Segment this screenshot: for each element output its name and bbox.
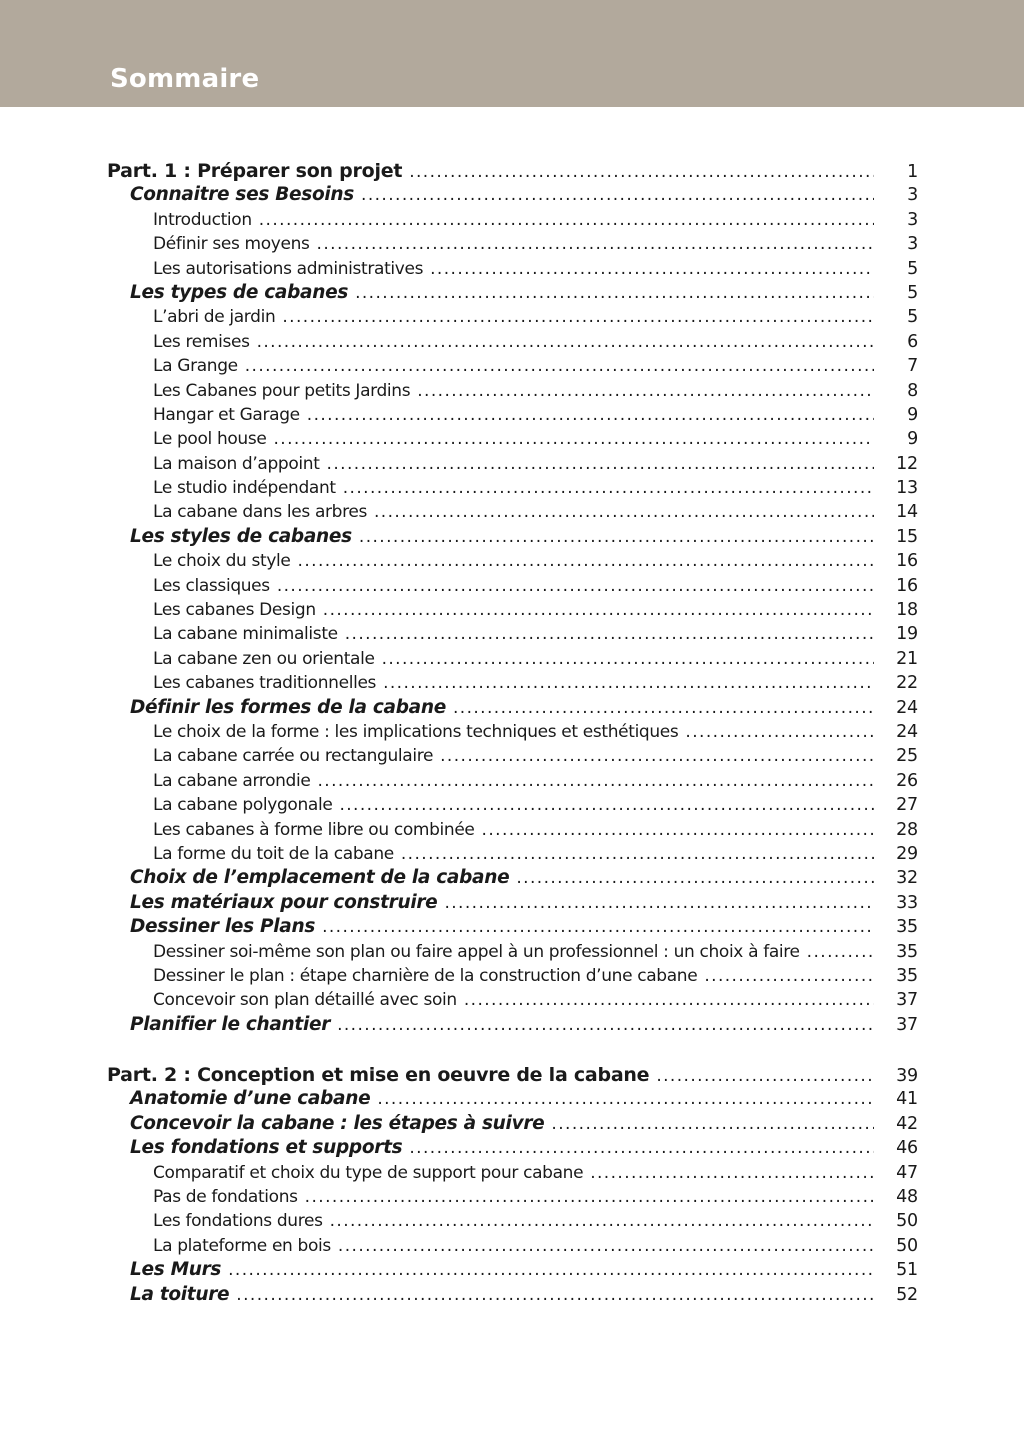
toc-page-number: 22 [896, 673, 918, 694]
toc-page-number: 3 [907, 234, 918, 255]
toc-entry-label: Les fondations dures [153, 1211, 323, 1232]
toc-entry[interactable] [107, 281, 918, 305]
toc-dot-leader [345, 622, 874, 646]
toc-entry-label: Les Cabanes pour petits Jardins [153, 380, 411, 401]
toc-page-number: 6 [907, 331, 918, 352]
toc-entry[interactable] [107, 964, 918, 988]
toc-entry-label: Comparatif et choix du type de support pour cabane [153, 1162, 584, 1183]
toc-entry-label: Dessiner les Plans [130, 916, 316, 938]
toc-page-number: 16 [896, 551, 918, 572]
toc-entry-label: Les cabanes Design [153, 600, 316, 621]
toc-dot-leader [374, 500, 874, 524]
toc-entry-label: Le choix du style [153, 551, 291, 572]
toc-page-number: 7 [907, 356, 918, 377]
toc-entry[interactable] [107, 1013, 918, 1037]
toc-page-number: 32 [896, 868, 918, 889]
toc-dot-leader [236, 1283, 874, 1307]
toc-dot-leader [317, 232, 874, 256]
toc-dot-leader [327, 452, 874, 476]
toc-entry[interactable] [107, 1185, 918, 1209]
toc-page-number: 24 [896, 697, 918, 718]
toc-entry-label: Les matériaux pour construire [130, 891, 438, 913]
toc-page-number: 21 [896, 648, 918, 669]
toc-dot-leader [277, 574, 874, 598]
toc-page-number: 9 [907, 404, 918, 425]
toc-entry-label: Définir ses moyens [153, 234, 310, 255]
toc-dot-leader [440, 744, 874, 768]
toc-page-number: 8 [907, 380, 918, 401]
toc-entry[interactable] [107, 1161, 918, 1185]
toc-entry[interactable] [107, 257, 918, 281]
toc-page-number: 1 [907, 162, 918, 182]
toc-dot-leader [383, 671, 874, 695]
toc-entry-label: Les Murs [130, 1259, 222, 1281]
toc-part-entry[interactable] [107, 159, 918, 183]
toc-entry[interactable] [107, 476, 918, 500]
toc-entry-label: Le studio indépendant [153, 478, 336, 499]
toc-dot-leader [361, 183, 874, 207]
toc-dot-leader [298, 549, 874, 573]
toc-page-number: 26 [896, 770, 918, 791]
toc-entry-label: La Grange [153, 356, 238, 377]
toc-entry[interactable] [107, 1087, 918, 1111]
toc-dot-leader [343, 476, 874, 500]
toc-dot-leader [338, 1234, 874, 1258]
toc-entry-label: La cabane arrondie [153, 770, 311, 791]
toc-page-number: 35 [896, 917, 918, 938]
toc-entry[interactable] [107, 1209, 918, 1233]
toc-entry-label: Le choix de la forme : les implications techniques et esthétiques [153, 721, 679, 742]
toc-page-number: 5 [907, 307, 918, 328]
toc-dot-leader [417, 379, 874, 403]
toc-entry-label: L’abri de jardin [153, 307, 276, 328]
toc-dot-leader [704, 964, 874, 988]
toc-page-number: 37 [896, 1014, 918, 1035]
toc-part-entry[interactable] [107, 1063, 918, 1087]
toc-dot-leader [551, 1112, 874, 1136]
toc-dot-leader [516, 866, 874, 890]
toc-entry[interactable] [107, 403, 918, 427]
toc-entry-label: Concevoir son plan détaillé avec soin [153, 990, 457, 1011]
toc-entry-label: Dessiner le plan : étape charnière de la construction d’une cabane [153, 965, 698, 986]
toc-entry[interactable] [107, 183, 918, 207]
toc-page-number: 51 [896, 1260, 918, 1281]
toc-entry-label: Les cabanes traditionnelles [153, 673, 377, 694]
toc-page-number: 27 [896, 795, 918, 816]
toc-dot-leader [307, 403, 874, 427]
toc-entry-label: Anatomie d’une cabane [130, 1088, 371, 1110]
toc-dot-leader [323, 598, 874, 622]
toc-entry[interactable] [107, 1112, 918, 1136]
toc-page-number: 50 [896, 1235, 918, 1256]
toc-entry-label: La plateforme en bois [153, 1235, 331, 1256]
toc-entry[interactable] [107, 988, 918, 1012]
page-title: Sommaire [110, 64, 260, 94]
toc-entry[interactable] [107, 379, 918, 403]
toc-entry[interactable] [107, 793, 918, 817]
toc-entry-label: Concevoir la cabane : les étapes à suivre [130, 1112, 545, 1134]
toc-dot-leader [482, 818, 874, 842]
toc-dot-leader [339, 793, 874, 817]
toc-entry[interactable] [107, 866, 918, 890]
toc-entry[interactable] [107, 671, 918, 695]
toc-dot-leader [807, 940, 874, 964]
toc-entry-label: Choix de l’emplacement de la cabane [130, 867, 510, 889]
toc-page-number: 14 [896, 502, 918, 523]
page-header-banner [0, 0, 1024, 107]
toc-dot-leader [685, 720, 874, 744]
toc-entry-label: Le pool house [153, 429, 267, 450]
toc-dot-leader [317, 769, 874, 793]
toc-dot-leader [377, 1087, 874, 1111]
toc-entry-label: Dessiner soi-même son plan ou faire appel à un professionnel : un choix à faire [153, 941, 800, 962]
toc-page-number: 48 [896, 1187, 918, 1208]
toc-page-number: 9 [907, 429, 918, 450]
toc-dot-leader [409, 160, 874, 183]
toc-entry-label: Pas de fondations [153, 1187, 298, 1208]
toc-entry-label: Les fondations et supports [130, 1137, 403, 1159]
toc-page-number: 35 [896, 965, 918, 986]
toc-page-number: 3 [907, 185, 918, 206]
toc-dot-leader [464, 988, 874, 1012]
toc-page-number: 18 [896, 600, 918, 621]
toc-page-number: 52 [896, 1284, 918, 1305]
toc-entry-label: La cabane dans les arbres [153, 502, 367, 523]
toc-entry-label: Les cabanes à forme libre ou combinée [153, 819, 475, 840]
toc-dot-leader [409, 1136, 874, 1160]
toc-entry[interactable] [107, 818, 918, 842]
toc-page-number: 12 [896, 453, 918, 474]
toc-entry-label: La maison d’appoint [153, 453, 320, 474]
toc-entry[interactable] [107, 500, 918, 524]
toc-page-number: 13 [896, 478, 918, 499]
toc-entry[interactable] [107, 622, 918, 646]
toc-dot-leader [355, 281, 874, 305]
toc-page-number: 19 [896, 624, 918, 645]
toc-entry-label: Introduction [153, 209, 252, 230]
toc-entry[interactable] [107, 574, 918, 598]
toc-page-number: 50 [896, 1211, 918, 1232]
toc-page-number: 16 [896, 575, 918, 596]
toc-dot-leader [401, 842, 874, 866]
toc-entry-label: Les styles de cabanes [130, 525, 352, 547]
toc-dot-leader [228, 1258, 874, 1282]
toc-dot-leader [305, 1185, 874, 1209]
toc-page-number: 24 [896, 721, 918, 742]
toc-entry[interactable] [107, 549, 918, 573]
toc-entry-label: Hangar et Garage [153, 404, 300, 425]
toc-entry-label: Planifier le chantier [130, 1013, 331, 1035]
toc-dot-leader [590, 1161, 874, 1185]
toc-page-number: 29 [896, 843, 918, 864]
toc-page-number: 5 [907, 282, 918, 303]
toc-page-number: 46 [896, 1138, 918, 1159]
toc-page-number: 41 [896, 1089, 918, 1110]
toc-entry[interactable] [107, 1136, 918, 1160]
toc-dot-leader [273, 427, 874, 451]
toc-dot-leader [430, 257, 874, 281]
toc-entry-label: La toiture [130, 1283, 230, 1305]
toc-entry[interactable] [107, 330, 918, 354]
toc-dot-leader [382, 647, 874, 671]
toc-page-number: 37 [896, 990, 918, 1011]
toc-entry-label: La cabane minimaliste [153, 624, 338, 645]
toc-page-number: 39 [896, 1066, 918, 1087]
toc-entry[interactable] [107, 232, 918, 256]
table-of-contents [107, 107, 918, 1307]
toc-entry[interactable] [107, 940, 918, 964]
toc-entry[interactable] [107, 769, 918, 793]
toc-entry-label: Les types de cabanes [130, 281, 349, 303]
toc-entry[interactable] [107, 598, 918, 622]
toc-entry-label: Les classiques [153, 575, 270, 596]
toc-dot-leader [453, 696, 874, 720]
toc-dot-leader [337, 1013, 874, 1037]
toc-page-number: 42 [896, 1113, 918, 1134]
toc-entry[interactable] [107, 452, 918, 476]
toc-entry-label: Connaitre ses Besoins [130, 184, 355, 206]
toc-dot-leader [282, 305, 874, 329]
toc-page-number: 47 [896, 1162, 918, 1183]
toc-page-number: 28 [896, 819, 918, 840]
toc-dot-leader [444, 891, 874, 915]
toc-dot-leader [330, 1209, 874, 1233]
toc-entry-label: Définir les formes de la cabane [130, 696, 446, 718]
toc-entry-label: La cabane carrée ou rectangulaire [153, 746, 434, 767]
toc-entry-label: Part. 2 : Conception et mise en oeuvre de la cabane [107, 1064, 650, 1087]
toc-entry-label: Les remises [153, 331, 250, 352]
toc-page-number: 33 [896, 892, 918, 913]
toc-dot-leader [322, 915, 874, 939]
toc-dot-leader [259, 208, 874, 232]
toc-entry[interactable] [107, 1283, 918, 1307]
toc-entry[interactable] [107, 915, 918, 939]
toc-dot-leader [359, 525, 874, 549]
toc-page-number: 15 [896, 526, 918, 547]
toc-entry-label: La forme du toit de la cabane [153, 843, 394, 864]
toc-entry[interactable] [107, 354, 918, 378]
toc-dot-leader [245, 354, 874, 378]
toc-entry-label: Part. 1 : Préparer son projet [107, 160, 403, 182]
toc-entry[interactable] [107, 696, 918, 720]
toc-dot-leader [656, 1064, 874, 1087]
toc-entry[interactable] [107, 891, 918, 915]
toc-entry[interactable] [107, 1258, 918, 1282]
toc-page-number: 35 [896, 941, 918, 962]
toc-entry[interactable] [107, 208, 918, 232]
toc-page-number: 5 [907, 258, 918, 279]
toc-entry-label: La cabane zen ou orientale [153, 648, 375, 669]
toc-entry-label: La cabane polygonale [153, 795, 333, 816]
toc-entry[interactable] [107, 427, 918, 451]
toc-entry[interactable] [107, 744, 918, 768]
toc-entry[interactable] [107, 720, 918, 744]
toc-page-number: 3 [907, 209, 918, 230]
toc-entry-label: Les autorisations administratives [153, 258, 424, 279]
toc-page-number: 25 [896, 746, 918, 767]
toc-entry[interactable] [107, 525, 918, 549]
toc-entry[interactable] [107, 647, 918, 671]
toc-dot-leader [257, 330, 874, 354]
toc-entry[interactable] [107, 1234, 918, 1258]
toc-entry[interactable] [107, 305, 918, 329]
toc-entry[interactable] [107, 842, 918, 866]
